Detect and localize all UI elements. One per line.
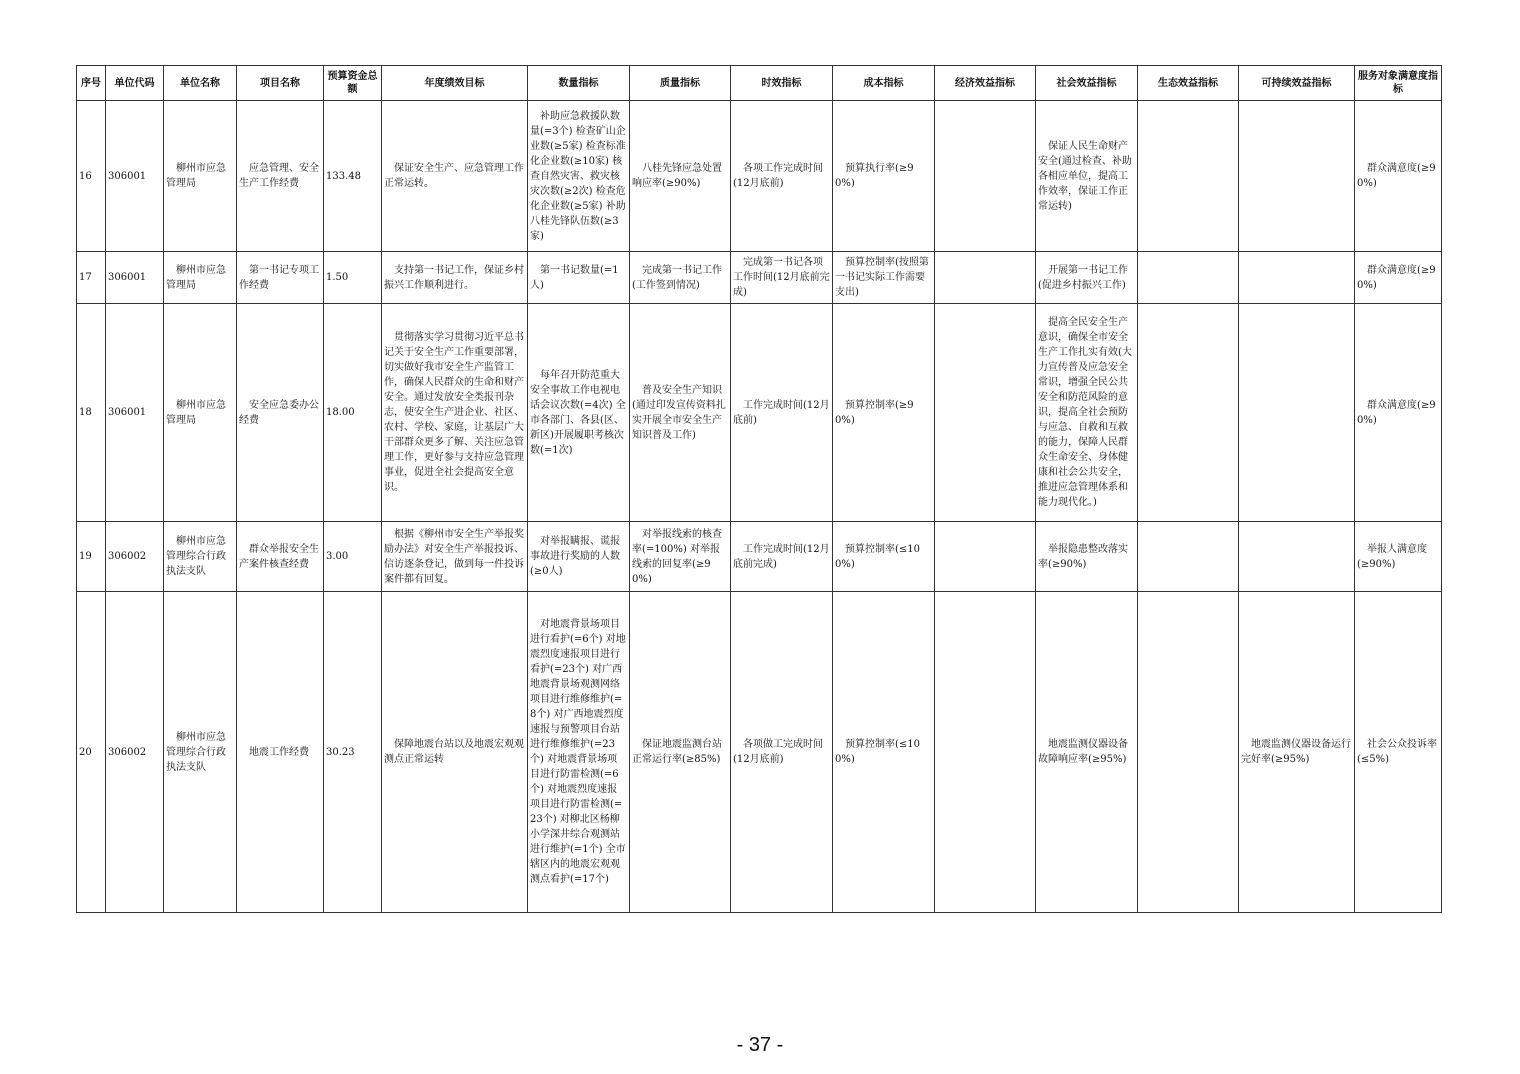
cell-project: 地震工作经费 [237,592,324,913]
cell-budget: 30.23 [324,592,382,913]
col-header-no: 序号 [77,66,106,101]
cell-ecological [1138,101,1239,252]
cell-project: 第一书记专项工作经费 [237,252,324,304]
col-header-sustainable: 可持续效益指标 [1239,66,1355,101]
cell-sustainable [1239,252,1355,304]
cell-no: 17 [77,252,106,304]
cell-no: 18 [77,304,106,522]
cell-social: 保证人民生命财产安全(通过检查、补助各相应单位，提高工作效率，保证工作正常运转) [1036,101,1138,252]
cell-no: 19 [77,522,106,592]
cell-goal: 支持第一书记工作，保证乡村振兴工作顺利进行。 [382,252,528,304]
cell-budget: 18.00 [324,304,382,522]
cell-code: 306002 [106,592,164,913]
header-row [77,66,1442,101]
col-header-unit: 单位名称 [164,66,237,101]
cell-no: 16 [77,101,106,252]
col-header-social: 社会效益指标 [1036,66,1138,101]
cell-economic [935,592,1036,913]
col-header-timeliness: 时效指标 [731,66,833,101]
cell-quantity: 每年召开防范重大安全事故工作电视电话会议次数(=4次) 全市各部门、各县(区、新区)开展履职考核次数(=1次) [528,304,630,522]
cell-timeliness: 工作完成时间(12月底前) [731,304,833,522]
cell-goal: 贯彻落实学习贯彻习近平总书记关于安全生产工作重要部署，切实做好我市安全生产监管工作，确保人民群众的生命和财产安全。通过发放安全类报刊杂志，使安全生产进企业、社区、农村、学校、家庭，让基层广大干部群众更多了解、关注应急管理工作，更好参与支持应急管理事业，促进全社会提高安全意识。 [382,304,528,522]
page-number: - 37 - [736,1034,784,1056]
cell-sustainable [1239,304,1355,522]
cell-project: 群众举报安全生产案件核查经费 [237,522,324,592]
cell-satisfaction: 群众满意度(≥90%) [1355,252,1442,304]
cell-unit: 柳州市应急管理综合行政执法支队 [164,592,237,913]
cell-sustainable [1239,522,1355,592]
cell-code: 306001 [106,252,164,304]
performance-table [76,65,1442,913]
cell-timeliness: 各项做工完成时间(12月底前) [731,592,833,913]
cell-unit: 柳州市应急管理局 [164,101,237,252]
cell-ecological [1138,592,1239,913]
cell-code: 306001 [106,101,164,252]
col-header-budget: 预算资金总额 [324,66,382,101]
cell-ecological [1138,304,1239,522]
cell-unit: 柳州市应急管理局 [164,252,237,304]
cell-timeliness: 工作完成时间(12月底前完成) [731,522,833,592]
cell-quality: 保证地震监测台站正常运行率(≥85%) [630,592,731,913]
cell-economic [935,522,1036,592]
table-row [77,304,1442,522]
col-header-cost: 成本指标 [833,66,935,101]
cell-sustainable: 地震监测仪器设备运行完好率(≥95%) [1239,592,1355,913]
cell-economic [935,101,1036,252]
cell-project: 安全应急委办公经费 [237,304,324,522]
col-header-economic: 经济效益指标 [935,66,1036,101]
cell-timeliness: 各项工作完成时间(12月底前) [731,101,833,252]
cell-social: 地震监测仪器设备故障响应率(≥95%) [1036,592,1138,913]
cell-economic [935,304,1036,522]
cell-satisfaction: 社会公众投诉率(≤5%) [1355,592,1442,913]
cell-cost: 预算控制率(≤100%) [833,522,935,592]
cell-cost: 预算控制率(按照第一书记实际工作需要支出) [833,252,935,304]
cell-satisfaction: 举报人满意度(≥90%) [1355,522,1442,592]
cell-quantity: 对举报瞒报、谎报事故进行奖励的人数(≥0人) [528,522,630,592]
cell-cost: 预算控制率(≤100%) [833,592,935,913]
cell-project: 应急管理、安全生产工作经费 [237,101,324,252]
cell-quality: 普及安全生产知识(通过印发宣传资料扎实开展全市安全生产知识普及工作) [630,304,731,522]
cell-cost: 预算控制率(≥90%) [833,304,935,522]
col-header-project: 项目名称 [237,66,324,101]
cell-satisfaction: 群众满意度(≥90%) [1355,304,1442,522]
cell-code: 306001 [106,304,164,522]
table-row [77,101,1442,252]
cell-quality: 对举报线索的核查率(=100%) 对举报线索的回复率(≥90%) [630,522,731,592]
cell-quality: 八桂先锋应急处置响应率(≥90%) [630,101,731,252]
cell-budget: 1.50 [324,252,382,304]
table-row [77,592,1442,913]
cell-no: 20 [77,592,106,913]
cell-cost: 预算执行率(≥90%) [833,101,935,252]
cell-ecological [1138,522,1239,592]
cell-timeliness: 完成第一书记各项工作时间(12月底前完成) [731,252,833,304]
table-row [77,252,1442,304]
cell-budget: 3.00 [324,522,382,592]
cell-quantity: 对地震背景场项目进行看护(=6个) 对地震烈度速报项目进行看护(=23个) 对广西地震背景场观测网络项目进行维修维护(=8个) 对广西地震烈度速报与预警项目台站进行维修维护(=23个) 对地震背景场项目进行防雷检测(=6个) 对地震烈度速报项目进行防雷检测(=23个) 对柳北区杨柳小学深井综合观测站进行维护(=1个) 全市辖区内的地震宏观观测点看护(=17个) [528,592,630,913]
cell-satisfaction: 群众满意度(≥90%) [1355,101,1442,252]
cell-quantity: 补助应急救援队数量(=3个) 检查矿山企业数(≥5家) 检查标准化企业数(≥10家) 核查自然灾害、救灾核灾次数(≥2次) 检查危化企业数(≥5家) 补助八桂先锋队伍数(≥3家) [528,101,630,252]
cell-unit: 柳州市应急管理局 [164,304,237,522]
cell-social: 举报隐患整改落实率(≥90%) [1036,522,1138,592]
table-row [77,522,1442,592]
cell-social: 开展第一书记工作(促进乡村振兴工作) [1036,252,1138,304]
col-header-quantity: 数量指标 [528,66,630,101]
cell-sustainable [1239,101,1355,252]
cell-economic [935,252,1036,304]
cell-quality: 完成第一书记工作(工作签到情况) [630,252,731,304]
cell-budget: 133.48 [324,101,382,252]
col-header-quality: 质量指标 [630,66,731,101]
cell-code: 306002 [106,522,164,592]
cell-unit: 柳州市应急管理综合行政执法支队 [164,522,237,592]
col-header-goal: 年度绩效目标 [382,66,528,101]
cell-social: 提高全民安全生产意识，确保全市安全生产工作扎实有效(大力宣传普及应急安全常识，增强全民公共安全和防范风险的意识，提高全社会预防与应急、自救和互救的能力，保障人民群众生命安全、身体健康和社会公共安全，推进应急管理体系和能力现代化。) [1036,304,1138,522]
cell-goal: 保证安全生产、应急管理工作正常运转。 [382,101,528,252]
cell-ecological [1138,252,1239,304]
cell-goal: 根据《柳州市安全生产举报奖励办法》对安全生产举报投诉、信访逐条登记，做到每一件投诉案件都有回复。 [382,522,528,592]
cell-quantity: 第一书记数量(=1人) [528,252,630,304]
col-header-code: 单位代码 [106,66,164,101]
cell-goal: 保障地震台站以及地震宏观观测点正常运转 [382,592,528,913]
col-header-satisfaction: 服务对象满意度指标 [1355,66,1442,101]
col-header-ecological: 生态效益指标 [1138,66,1239,101]
